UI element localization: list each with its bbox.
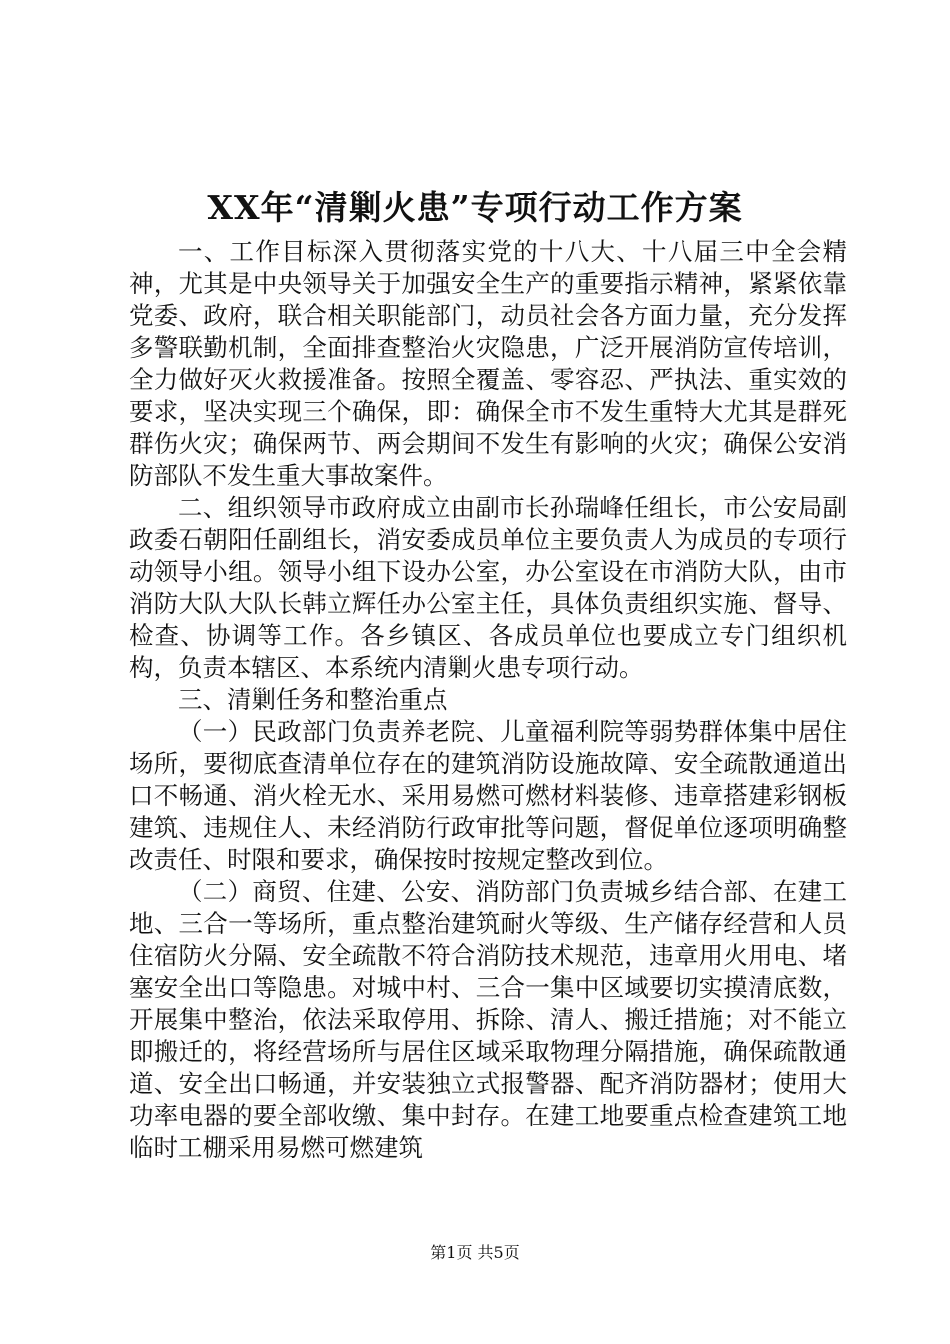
paragraph-work-goal: 一、工作目标深入贯彻落实党的十八大、十八届三中全会精神，尤其是中央领导关于加强安全生产的重要指示精神，紧紧依靠党委、政府，联合相关职能部门，动员社会各方面力量，充分发挥多警联勤机制，全面排查整治火灾隐患，广泛开展消防宣传培训，全力做好灭火救援准备。按照全覆盖、零容忍、严执法、重实效的要求，坚决实现三个确保，即：确保全市不发生重特大尤其是群死群伤火灾；确保两节、两会期间不发生有影响的火灾；确保公安消防部队不发生重大事故案件。 [129,237,847,490]
paragraph-item-2: （二）商贸、住建、公安、消防部门负责城乡结合部、在建工地、三合一等场所，重点整治建筑耐火等级、生产储存经营和人员住宿防火分隔、安全疏散不符合消防技术规范，违章用火用电、堵塞安全出口等隐患。对城中村、三合一集中区域要切实摸清底数，开展集中整治，依法采取停用、拆除、清人、搬迁措施；对不能立即搬迁的，将经营场所与居住区域采取物理分隔措施，确保疏散通道、安全出口畅通，并安装独立式报警器、配齐消防器材；使用大功率电器的要全部收缴、集中封存。在建工地要重点检查建筑工地临时工棚采用易燃可燃建筑 [129,877,847,1162]
document-body [129,236,847,1164]
document-title: XX年“清剿火患”专项行动工作方案 [207,188,743,227]
page-number: 第1页 共5页 [430,1243,520,1262]
paragraph-item-1: （一）民政部门负责养老院、儿童福利院等弱势群体集中居住场所，要彻底查清单位存在的建筑消防设施故障、安全疏散通道出口不畅通、消火栓无水、采用易燃可燃材料装修、违章搭建彩钢板建筑、违规住人、未经消防行政审批等问题，督促单位逐项明确整改责任、时限和要求，确保按时按规定整改到位。 [129,717,847,874]
paragraph-organization: 二、组织领导市政府成立由副市长孙瑞峰任组长，市公安局副政委石朝阳任副组长，消安委成员单位主要负责人为成员的专项行动领导小组。领导小组下设办公室，办公室设在市消防大队，由市消防大队大队长韩立辉任办公室主任，具体负责组织实施、督导、检查、协调等工作。各乡镇区、各成员单位也要成立专门组织机构，负责本辖区、本系统内清剿火患专项行动。 [129,493,847,682]
section-heading-tasks: 三、清剿任务和整治重点 [178,685,448,714]
